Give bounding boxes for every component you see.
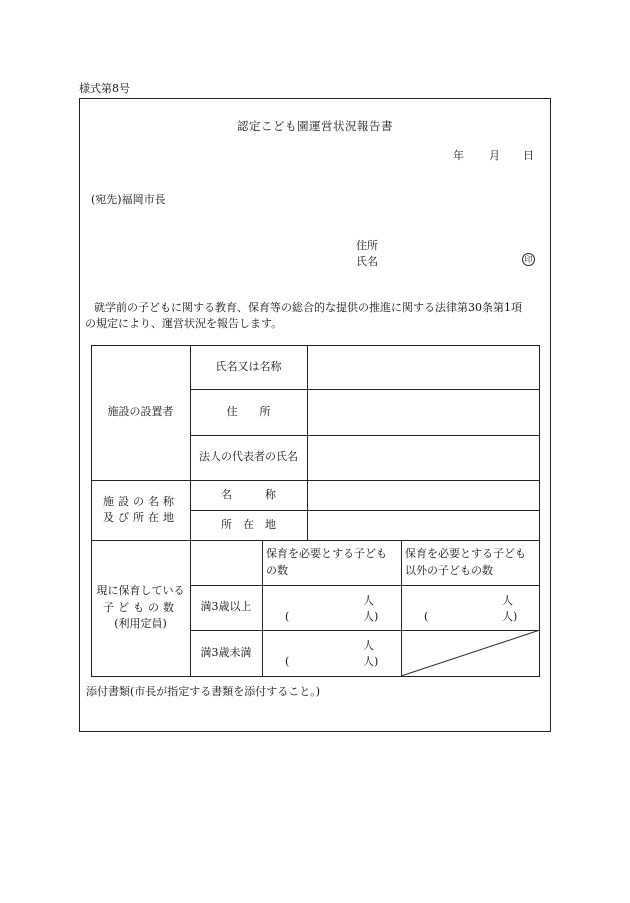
establisher-address-label: 住 所 bbox=[226, 404, 271, 418]
unit-label: 人 bbox=[363, 594, 374, 607]
unit-close-label: 人) bbox=[363, 610, 379, 623]
unit-close-label: 人) bbox=[363, 655, 379, 668]
representative-name-label: 法人の代表者の氏名 bbox=[199, 450, 298, 464]
facility-location-field[interactable] bbox=[307, 510, 539, 540]
form-title: 認定こども園運営状況報告書 bbox=[237, 119, 393, 133]
date-day-label: 日 bbox=[523, 149, 534, 162]
attachments-note: 添付書類(市長が指定する書類を添付すること。) bbox=[86, 685, 321, 698]
count-cell-over3-needs-care[interactable] bbox=[263, 585, 401, 630]
applicant-name-label: 氏名 bbox=[356, 255, 378, 268]
establisher-name-label: 氏名又は名称 bbox=[215, 359, 282, 373]
seal-icon: 印 bbox=[522, 253, 535, 266]
unit-close-label: 人) bbox=[502, 610, 518, 623]
date-month-label: 月 bbox=[489, 149, 500, 162]
children-header: 現に保育している 子どもの数 (利用定員) bbox=[96, 584, 185, 631]
count-cell-over3-other[interactable] bbox=[402, 585, 539, 630]
col-other-header: 保育を必要とする子ども 以外の子どもの数 bbox=[405, 547, 526, 577]
body-paragraph-line1: 就学前の子どもに関する教育、保育等の総合的な提供の推進に関する法律第30条第1項 bbox=[94, 301, 522, 314]
addressee: (宛先)福岡市長 bbox=[91, 193, 166, 206]
facility-name-field[interactable] bbox=[307, 480, 539, 510]
facility-header: 施設の名称 及び所在地 bbox=[103, 494, 178, 524]
form-number: 様式第8号 bbox=[79, 82, 130, 95]
facility-location-label: 所 在 地 bbox=[221, 517, 276, 531]
report-table bbox=[91, 345, 540, 677]
establisher-header: 施設の設置者 bbox=[107, 405, 174, 419]
diagonal-strike bbox=[401, 630, 540, 677]
date-year-label: 年 bbox=[453, 149, 464, 162]
establisher-address-field[interactable] bbox=[307, 389, 539, 435]
row-age3-under-label: 満3歳未満 bbox=[200, 645, 252, 659]
representative-name-field[interactable] bbox=[307, 435, 539, 480]
facility-name-label: 名 称 bbox=[221, 487, 276, 501]
applicant-address-label: 住所 bbox=[356, 239, 378, 252]
establisher-name-field[interactable] bbox=[307, 345, 539, 389]
unit-label: 人 bbox=[502, 594, 513, 607]
count-cell-under3-needs-care[interactable] bbox=[263, 630, 401, 676]
unit-label: 人 bbox=[363, 639, 374, 652]
table-border bbox=[539, 345, 540, 677]
body-paragraph-line2: の規定により、運営状況を報告します。 bbox=[85, 317, 283, 330]
row-age3-over-label: 満3歳以上 bbox=[200, 600, 252, 614]
col-needs-care-header: 保育を必要とする子ども の数 bbox=[266, 547, 387, 577]
paren-open: ( bbox=[424, 610, 429, 623]
paren-open: ( bbox=[285, 610, 290, 623]
paren-open: ( bbox=[285, 655, 290, 668]
